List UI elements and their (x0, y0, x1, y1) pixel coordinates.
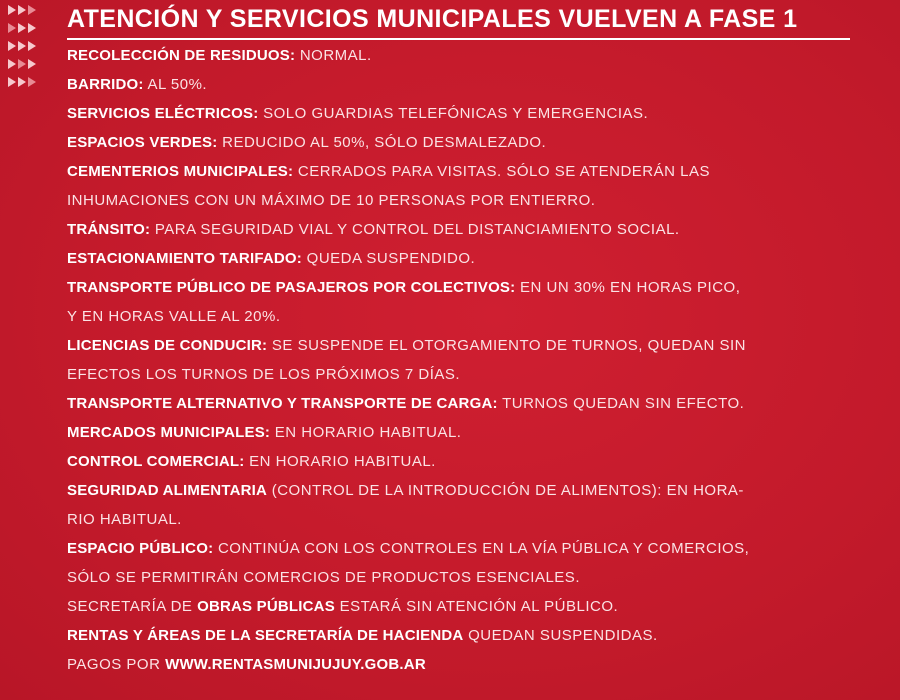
service-line (67, 447, 867, 476)
service-line (67, 273, 867, 302)
line-label: LICENCIAS DE CONDUCIR: (67, 337, 268, 354)
line-label: ESPACIOS VERDES: (67, 134, 218, 151)
line-label: SERVICIOS ELÉCTRICOS: (67, 105, 259, 122)
line-label: BARRIDO: (67, 76, 144, 93)
service-line (67, 650, 867, 679)
service-line (67, 128, 867, 157)
line-prefix: SECRETARÍA DE (67, 598, 193, 615)
line-text: SOLO GUARDIAS TELEFÓNICAS Y EMERGENCIAS. (263, 105, 649, 122)
service-line (67, 99, 867, 128)
line-label: CONTROL COMERCIAL: (67, 453, 245, 470)
title-divider (67, 38, 850, 40)
line-text: RIO HABITUAL. (67, 511, 182, 528)
line-label: TRÁNSITO: (67, 221, 151, 238)
line-text: CONTINÚA CON LOS CONTROLES EN LA VÍA PÚBLICA Y COMERCIOS, (217, 540, 750, 557)
line-label: CEMENTERIOS MUNICIPALES: (67, 163, 294, 180)
line-text: AL 50%. (147, 76, 208, 93)
line-text: EFECTOS LOS TURNOS DE LOS PRÓXIMOS 7 DÍAS. (67, 366, 461, 383)
line-text: NORMAL. (299, 47, 372, 64)
service-line (67, 302, 867, 331)
line-label: SEGURIDAD ALIMENTARIA (67, 482, 268, 499)
line-text: EN UN 30% EN HORAS PICO, (520, 279, 741, 296)
service-line (67, 563, 867, 592)
page-title: ATENCIÓN Y SERVICIOS MUNICIPALES VUELVEN A FASE 1 (67, 5, 798, 33)
line-text: (CONTROL DE LA INTRODUCCIÓN DE ALIMENTOS): EN HORA- (271, 482, 744, 499)
service-line (67, 215, 867, 244)
line-label: RECOLECCIÓN DE RESIDUOS: (67, 47, 296, 64)
services-list (67, 41, 867, 679)
line-text: Y EN HORAS VALLE AL 20%. (67, 308, 281, 325)
service-line (67, 418, 867, 447)
service-line (67, 621, 867, 650)
line-text: EN HORARIO HABITUAL. (274, 424, 462, 441)
service-line (67, 186, 867, 215)
line-label: OBRAS PÚBLICAS (197, 598, 335, 615)
service-line (67, 505, 867, 534)
service-line (67, 331, 867, 360)
line-label: WWW.RENTASMUNIJUJUY.GOB.AR (165, 656, 426, 673)
decorative-arrows (8, 4, 60, 94)
line-text: CERRADOS PARA VISITAS. SÓLO SE ATENDERÁN LAS (297, 163, 710, 180)
arrow-row (8, 58, 60, 69)
arrow-row (8, 40, 60, 51)
line-label: ESTACIONAMIENTO TARIFADO: (67, 250, 302, 267)
service-line (67, 360, 867, 389)
service-line (67, 244, 867, 273)
arrow-row (8, 4, 60, 15)
line-label: TRANSPORTE ALTERNATIVO Y TRANSPORTE DE CARGA: (67, 395, 498, 412)
line-label: MERCADOS MUNICIPALES: (67, 424, 271, 441)
line-text: QUEDAN SUSPENDIDAS. (468, 627, 658, 644)
line-text: PARA SEGURIDAD VIAL Y CONTROL DEL DISTANCIAMIENTO SOCIAL. (154, 221, 680, 238)
line-label: RENTAS Y ÁREAS DE LA SECRETARÍA DE HACIENDA (67, 627, 464, 644)
line-text: REDUCIDO AL 50%, SÓLO DESMALEZADO. (222, 134, 547, 151)
line-text: TURNOS QUEDAN SIN EFECTO. (502, 395, 745, 412)
line-text: EN HORARIO HABITUAL. (249, 453, 436, 470)
line-text: SÓLO SE PERMITIRÁN COMERCIOS DE PRODUCTOS ESENCIALES. (67, 569, 580, 586)
service-line (67, 41, 867, 70)
line-text: QUEDA SUSPENDIDO. (306, 250, 476, 267)
service-line (67, 534, 867, 563)
line-label: TRANSPORTE PÚBLICO DE PASAJEROS POR COLECTIVOS: (67, 279, 516, 296)
arrow-row (8, 76, 60, 87)
line-label: ESPACIO PÚBLICO: (67, 540, 214, 557)
service-line (67, 592, 867, 621)
line-text: ESTARÁ SIN ATENCIÓN AL PÚBLICO. (339, 598, 619, 615)
service-line (67, 476, 867, 505)
arrow-row (8, 22, 60, 33)
line-text: SE SUSPENDE EL OTORGAMIENTO DE TURNOS, QUEDAN SIN (271, 337, 746, 354)
line-prefix: PAGOS POR (67, 656, 161, 673)
line-text: INHUMACIONES CON UN MÁXIMO DE 10 PERSONAS POR ENTIERRO. (67, 192, 596, 209)
service-line (67, 70, 867, 99)
service-line (67, 389, 867, 418)
service-line (67, 157, 867, 186)
